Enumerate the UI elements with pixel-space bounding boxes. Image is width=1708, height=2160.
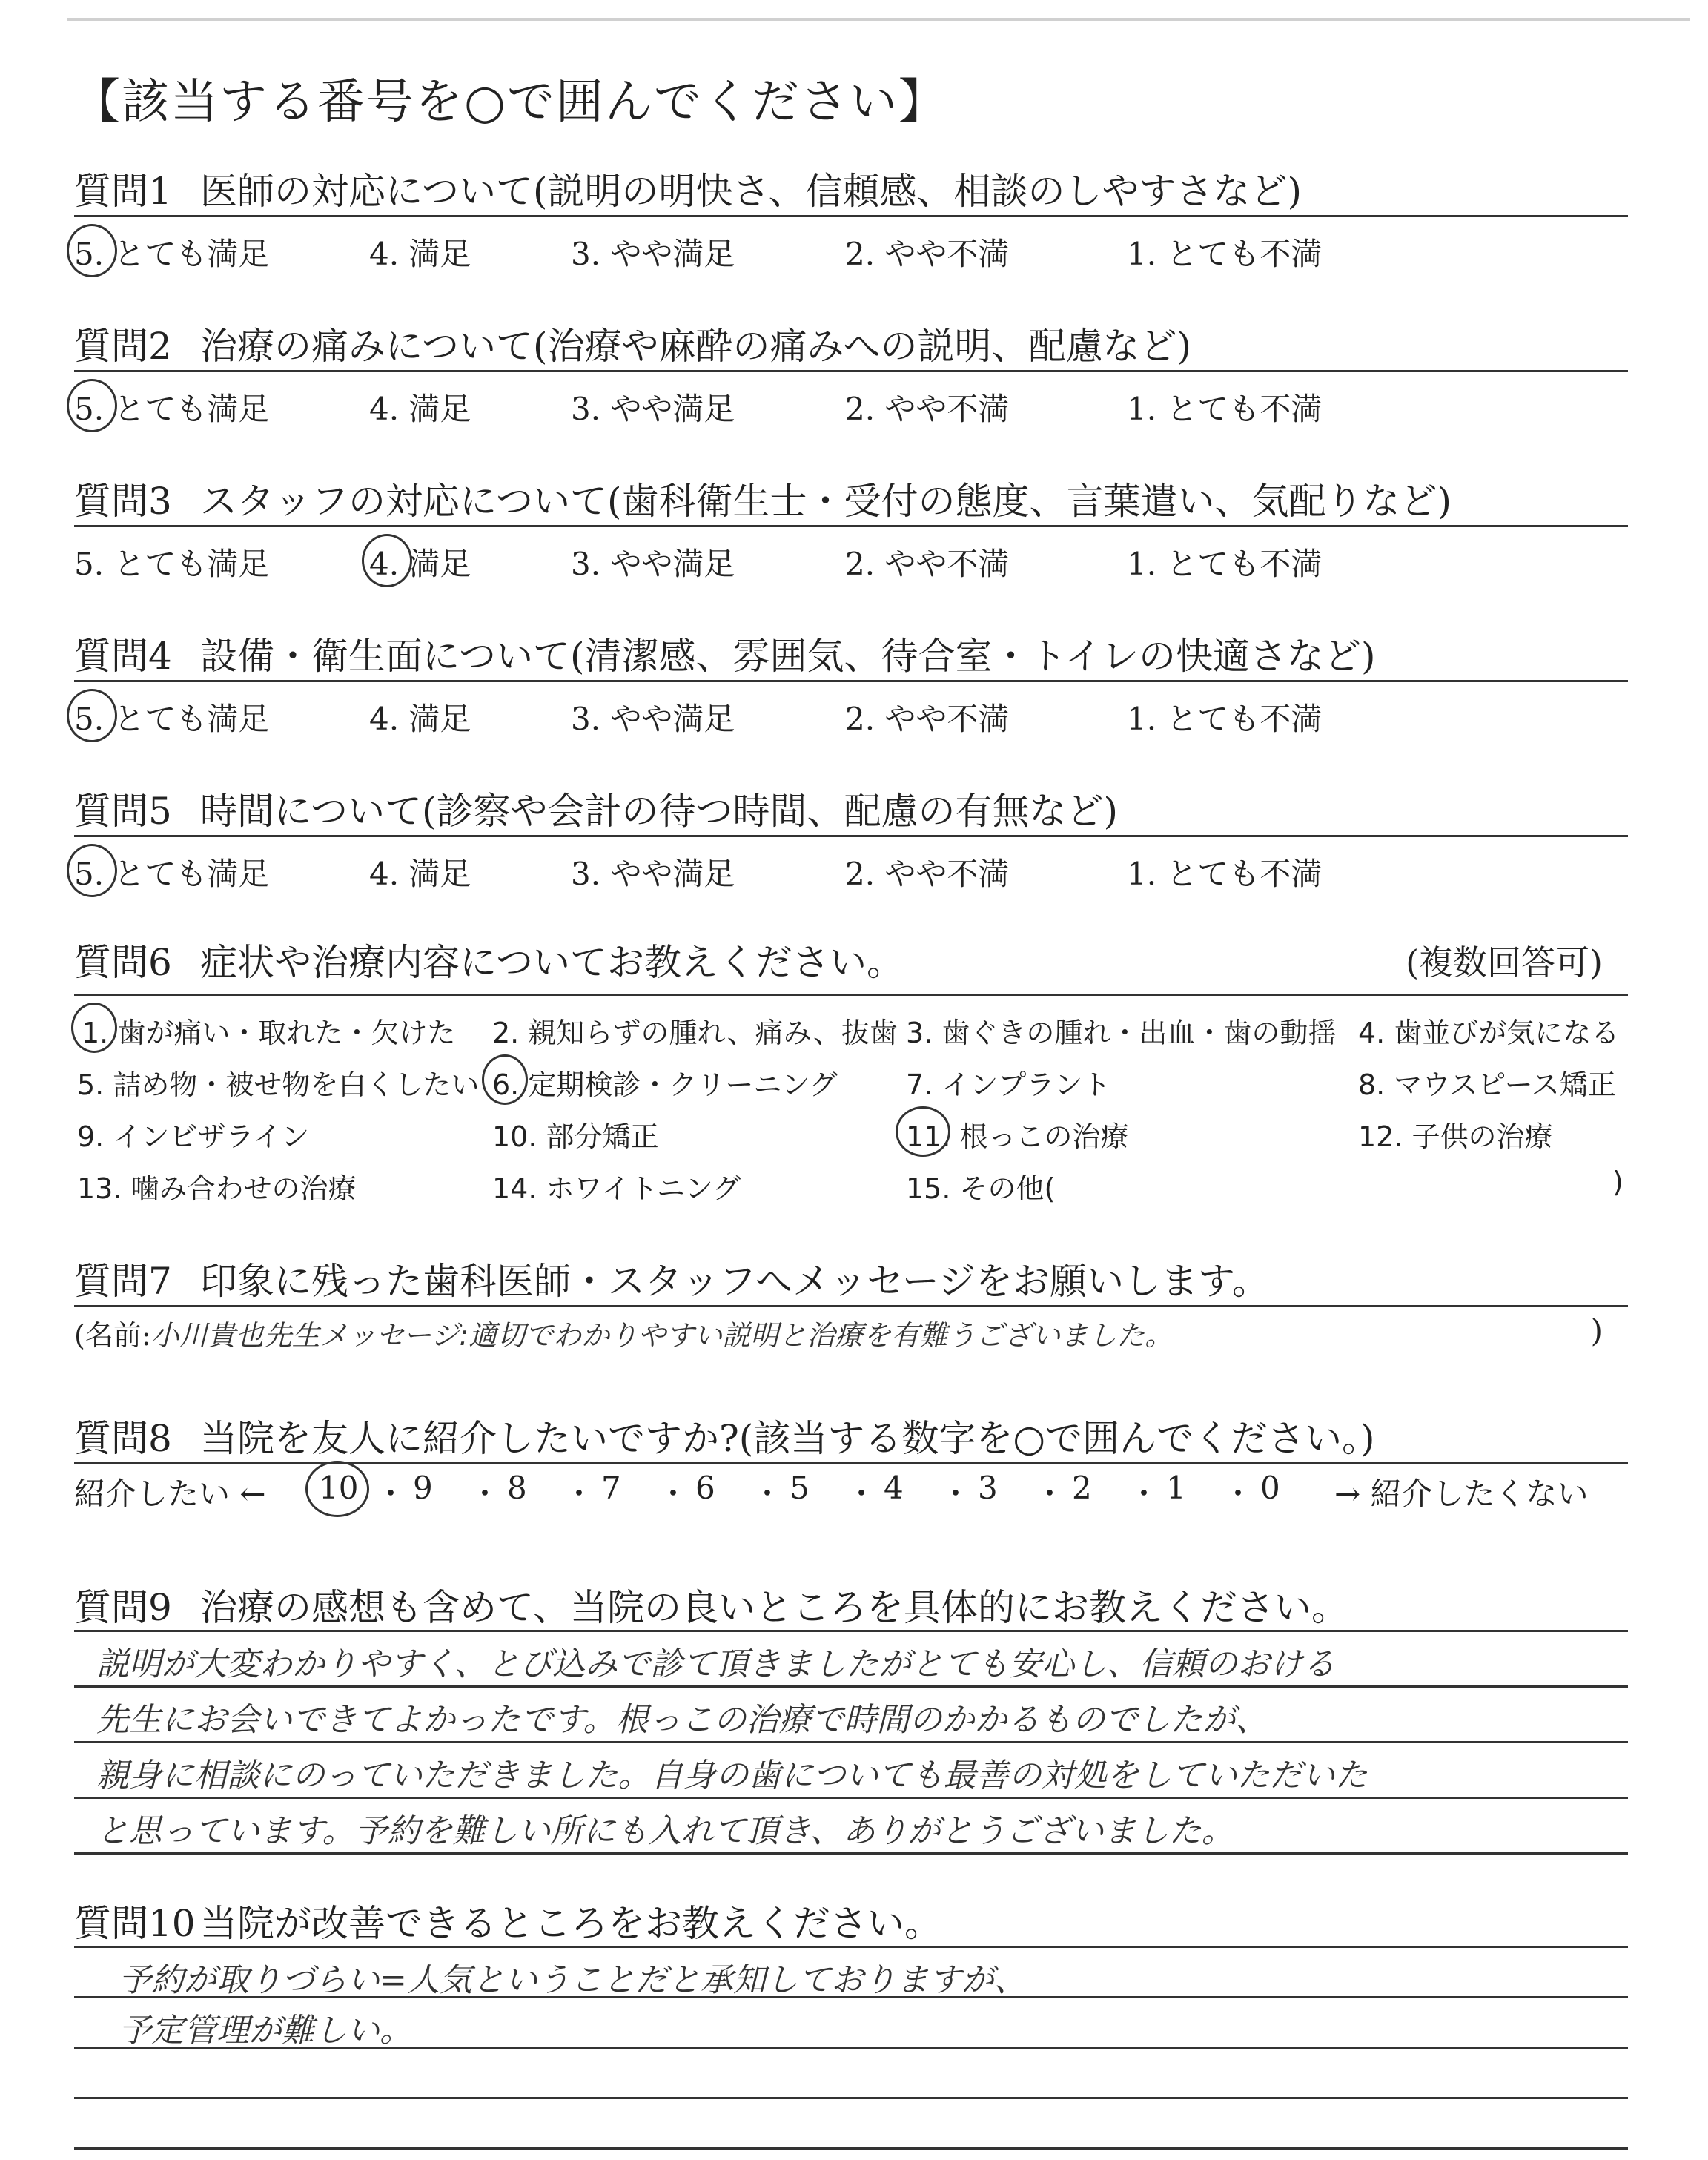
rating-option: 5. とても満足 [74,695,269,739]
q10-rule [74,1946,1628,1948]
q8-title [74,1409,1374,1462]
q8-separator: ・ [1128,1476,1160,1512]
rating-option: 5. とても満足 [74,230,269,274]
selection-circle [305,1461,369,1517]
selection-circle [67,689,117,742]
q8-scale-value: 10 [319,1470,358,1506]
selection-circle [362,534,412,587]
rating-option: 4. 満足 [369,856,471,892]
q6-option: 10. 部分矯正 [492,1120,659,1153]
rating-option: 1. とても不満 [1127,856,1323,892]
q3-title [74,472,1452,525]
selection-circle [71,1003,117,1053]
q6-option: 8. マウスピース矯正 [1358,1069,1616,1101]
q3-text: スタッフの対応について(歯科衛生士・受付の態度、言葉遣い、気配りなど) [200,480,1452,523]
q6-option: 2. 親知らずの腫れ、痛み、抜歯 [492,1017,898,1049]
q6-option: 3. 歯ぐきの腫れ・出血・歯の動揺 [906,1017,1337,1049]
q9-answer-line: 親身に相談にのっていただきました。自身の歯についても最善の対処をしていただいた [96,1757,1368,1794]
q8-separator: ・ [846,1476,878,1512]
q8-scale-value: 5 [790,1470,810,1506]
selection-circle [67,224,117,277]
q8-separator: ・ [940,1476,972,1512]
q6-option: 13. 噛み合わせの治療 [77,1172,357,1205]
q8-separator: ・ [658,1476,689,1512]
q9-answer-line: 先生にお会いできてよかったです。根っこの治療で時間のかかるものでしたが、 [96,1701,1268,1739]
rating-option: 3. やや満足 [571,391,735,427]
page-header: 【該当する番号を○で囲んでください】 [73,75,947,130]
q8-separator: ・ [469,1476,501,1512]
q8-scale-value: 9 [413,1470,433,1506]
q6-option: 4. 歯並びが気になる [1358,1017,1620,1049]
q9-answer-line: と思っています。予約を難しい所にも入れて頂き、ありがとうございました。 [96,1812,1234,1850]
q5-rule [74,835,1628,837]
top-divider [67,18,1690,21]
q10-number: 質問10 [74,1902,196,1945]
rating-option: 4. 満足 [369,701,471,737]
q2-text: 治療の痛みについて(治療や麻酔の痛みへの説明、配慮など) [200,325,1192,368]
q2-title [74,317,1191,370]
q8-scale-value: 2 [1072,1470,1092,1506]
q9-rule [74,1630,1628,1632]
q8-scale-value: 4 [884,1470,904,1506]
q6-option: 7. インプラント [906,1069,1111,1101]
q8-rule [74,1462,1628,1464]
q4-number: 質問4 [74,635,172,678]
q1-number: 質問1 [74,170,172,213]
rating-option: 2. やや不満 [845,546,1010,582]
q3-rule [74,525,1628,527]
q5-text: 時間について(診察や会計の待つ時間、配慮の有無など) [200,790,1119,833]
q9-title [74,1578,1348,1631]
q7-prefix: (名前: [74,1319,151,1352]
rating-option: 2. やや不満 [845,236,1010,272]
q8-scale-value: 3 [978,1470,998,1506]
q10-rule [74,2097,1628,2099]
q9-rule [74,1685,1628,1688]
selection-circle [896,1106,950,1157]
q8-separator: ・ [752,1476,784,1512]
rating-option: 3. やや満足 [571,701,735,737]
q5-number: 質問5 [74,790,172,833]
q8-separator: ・ [1222,1476,1254,1512]
q6-option: 12. 子供の治療 [1358,1120,1553,1153]
rating-option: 1. とても不満 [1127,701,1323,737]
selection-circle [67,844,117,897]
selection-circle [482,1054,528,1105]
q7-label: メッセージ: [320,1319,469,1352]
q8-scale-value: 8 [507,1470,527,1506]
q2-rule [74,370,1628,372]
q9-rule [74,1852,1628,1855]
q6-rule [74,994,1628,996]
q1-rule [74,215,1628,217]
q8-text: 当院を友人に紹介したいですか?(該当する数字を○で囲んでください。) [200,1417,1375,1460]
q6-option: ) [1612,1166,1623,1198]
q10-text: 当院が改善できるところをお教えください。 [200,1902,941,1945]
q10-rule [74,2147,1628,2150]
q6-number: 質問6 [74,941,172,984]
rating-option: 2. やや不満 [845,391,1010,427]
q9-answer-line: 説明が大変わかりやすく、とび込みで診て頂きましたがとても安心し、信頼のおける [96,1645,1336,1683]
rating-option: 3. やや満足 [571,856,735,892]
rating-option: 1. とても不満 [1127,236,1323,272]
rating-option: 4. 満足 [369,391,471,427]
q8-separator: ・ [563,1476,595,1512]
rating-option: 3. やや満足 [571,236,735,272]
q1-text: 医師の対応について(説明の明快さ、信頼感、相談のしやすさなど) [200,170,1302,213]
q10-answer-line: 予約が取りづらい=人気ということだと承知しておりますが、 [119,1961,1027,1999]
q7-name: 小川貴也先生 [150,1319,320,1352]
q8-scale-value: 1 [1166,1470,1186,1506]
q4-text: 設備・衛生面について(清潔感、雰囲気、待合室・トイレの快適さなど) [200,635,1376,678]
q7-text: 印象に残った歯科医師・スタッフへメッセージをお願いします。 [200,1260,1269,1303]
selection-circle [67,379,117,432]
q9-rule [74,1741,1628,1743]
rating-option: 2. やや不満 [845,856,1010,892]
rating-option: 4. 満足 [369,236,471,272]
q6-option: 6. 定期検診・クリーニング [492,1062,838,1103]
rating-option: 4. 満足 [369,540,471,584]
q7-message-line [74,1312,1173,1353]
q8-scale-value: 7 [601,1470,621,1506]
q4-rule [74,680,1628,682]
q6-option: 15. その他( [906,1172,1056,1205]
q7-title [74,1252,1269,1305]
q3-number: 質問3 [74,480,172,523]
q7-number: 質問7 [74,1260,172,1303]
rating-option: 5. とても満足 [74,546,270,582]
rating-option: 5. とても満足 [74,385,269,429]
q2-number: 質問2 [74,325,172,368]
q6-note: (複数回答可) [1406,942,1603,982]
rating-option: 1. とても不満 [1127,391,1323,427]
q5-title [74,782,1118,835]
q8-separator: ・ [375,1476,407,1512]
q6-option: 11. 根っこの治療 [906,1114,1129,1155]
q7-rule [74,1305,1628,1307]
q1-title [74,162,1302,215]
q9-number: 質問9 [74,1586,172,1629]
q8-separator: ・ [1034,1476,1066,1512]
q7-suffix: ) [1590,1312,1603,1349]
q10-answer-line: 予定管理が難しい。 [119,2012,412,2050]
rating-option: 2. やや不満 [845,701,1010,737]
q6-title [74,933,904,986]
q10-title [74,1894,941,1947]
q8-number: 質問8 [74,1417,172,1460]
q6-option: 5. 詰め物・被せ物を白くしたい [77,1069,480,1101]
q9-rule [74,1797,1628,1799]
q8-right-label: → 紹介したくない [1334,1476,1589,1512]
q7-message: 適切でわかりやすい説明と治療を有難うございました。 [469,1319,1174,1352]
q9-text: 治療の感想も含めて、当院の良いところを具体的にお教えください。 [200,1586,1348,1629]
rating-option: 5. とても満足 [74,850,269,894]
q8-scale-value: 6 [695,1470,715,1506]
rating-option: 1. とても不満 [1127,546,1323,582]
q6-option: 14. ホワイトニング [492,1172,741,1205]
q6-option: 1. 歯が痛い・取れた・欠けた [82,1010,455,1051]
q4-title [74,627,1376,680]
rating-option: 3. やや満足 [571,546,735,582]
q6-option: 9. インビザライン [77,1120,310,1153]
q8-scale-value: 0 [1260,1470,1280,1506]
q8-left-label: 紹介したい ← [74,1476,266,1512]
q6-text: 症状や治療内容についてお教えください。 [200,941,904,984]
